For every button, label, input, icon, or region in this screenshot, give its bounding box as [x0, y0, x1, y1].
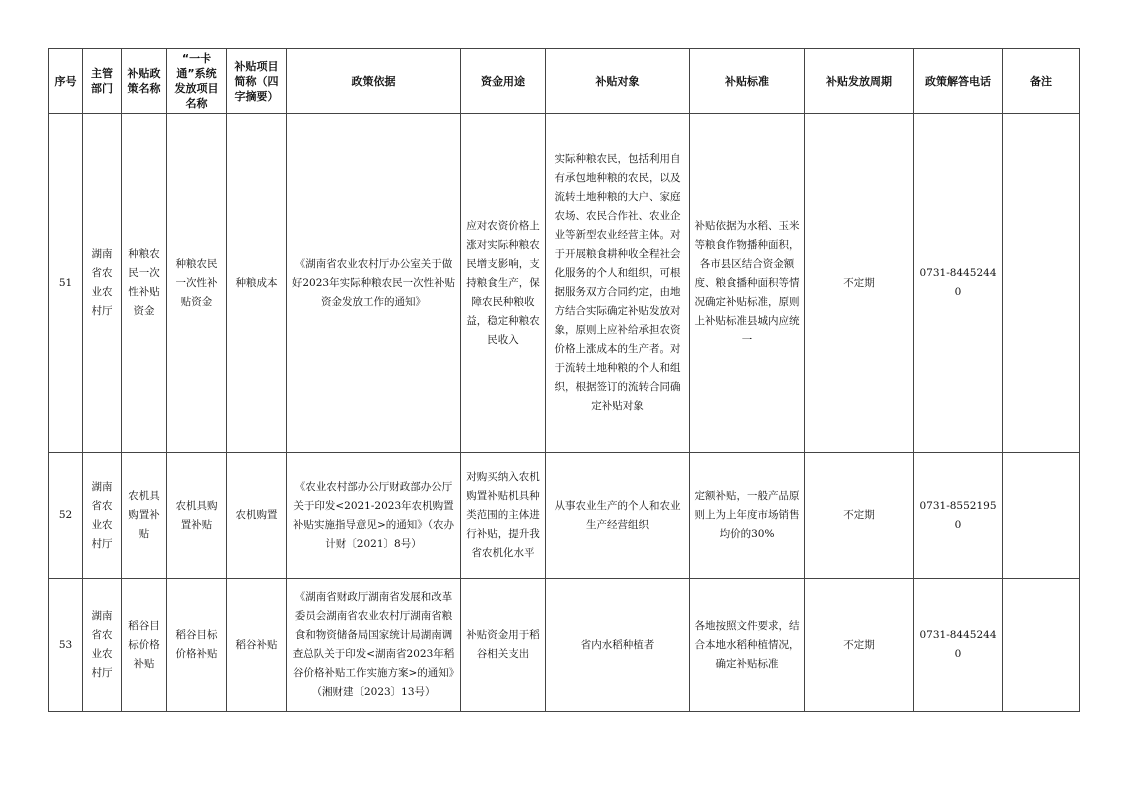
cell-cycle: 不定期: [805, 114, 914, 453]
cell-no: 52: [49, 453, 83, 579]
cell-system-name: 稻谷目标价格补贴: [167, 579, 227, 712]
cell-cycle: 不定期: [805, 453, 914, 579]
header-note: 备注: [1003, 49, 1080, 114]
cell-fund-use: 对购买纳入农机购置补贴机具种类范围的主体进行补贴，提升我省农机化水平: [461, 453, 546, 579]
cell-phone: 0731-84452440: [914, 579, 1003, 712]
header-fund-use: 资金用途: [461, 49, 546, 114]
cell-phone: 0731-85521950: [914, 453, 1003, 579]
cell-short-name: 种粮成本: [227, 114, 287, 453]
cell-policy-name: 稻谷目标价格补贴: [122, 579, 167, 712]
cell-system-name: 种粮农民一次性补贴资金: [167, 114, 227, 453]
header-basis: 政策依据: [287, 49, 461, 114]
header-target: 补贴对象: [546, 49, 690, 114]
cell-phone: 0731-84452440: [914, 114, 1003, 453]
table-row: [49, 453, 1080, 579]
header-system-name: “一卡通”系统发放项目名称: [167, 49, 227, 114]
policy-table: [48, 48, 1080, 712]
cell-dept: 湖南省农业农村厅: [83, 579, 122, 712]
cell-cycle: 不定期: [805, 579, 914, 712]
cell-fund-use: 应对农资价格上涨对实际种粮农民增支影响，支持粮食生产，保障农民种粮收益，稳定种粮农民收入: [461, 114, 546, 453]
header-standard: 补贴标准: [690, 49, 805, 114]
header-phone: 政策解答电话: [914, 49, 1003, 114]
cell-system-name: 农机具购置补贴: [167, 453, 227, 579]
cell-fund-use: 补贴资金用于稻谷相关支出: [461, 579, 546, 712]
cell-standard: 定额补贴，一般产品原则上为上年度市场销售均价的30%: [690, 453, 805, 579]
cell-basis: 《农业农村部办公厅财政部办公厅关于印发<2021-2023年农机购置补贴实施指导意见>的通知》（农办计财〔2021〕8号）: [287, 453, 461, 579]
cell-policy-name: 农机具购置补贴: [122, 453, 167, 579]
cell-short-name: 农机购置: [227, 453, 287, 579]
cell-note: [1003, 114, 1080, 453]
cell-no: 51: [49, 114, 83, 453]
header-no: 序号: [49, 49, 83, 114]
header-policy-name: 补贴政策名称: [122, 49, 167, 114]
cell-no: 53: [49, 579, 83, 712]
cell-basis: 《湖南省农业农村厅办公室关于做好2023年实际种粮农民一次性补贴资金发放工作的通知》: [287, 114, 461, 453]
cell-standard: 补贴依据为水稻、玉米等粮食作物播种面积，各市县区结合资金额度、粮食播种面积等情况确定补贴标准，原则上补贴标准县城内应统一: [690, 114, 805, 453]
cell-policy-name: 种粮农民一次性补贴资金: [122, 114, 167, 453]
cell-dept: 湖南省农业农村厅: [83, 453, 122, 579]
cell-short-name: 稻谷补贴: [227, 579, 287, 712]
table-row: [49, 114, 1080, 453]
cell-standard: 各地按照文件要求，结合本地水稻种植情况，确定补贴标准: [690, 579, 805, 712]
table-header-row: [49, 49, 1080, 114]
cell-basis: 《湖南省财政厅湖南省发展和改革委员会湖南省农业农村厅湖南省粮食和物资储备局国家统计局湖南调查总队关于印发<湖南省2023年稻谷价格补贴工作实施方案>的通知》（湘财建〔2023〕13号）: [287, 579, 461, 712]
cell-target: 省内水稻种植者: [546, 579, 690, 712]
header-cycle: 补贴发放周期: [805, 49, 914, 114]
header-dept: 主管部门: [83, 49, 122, 114]
cell-note: [1003, 453, 1080, 579]
cell-target: 从事农业生产的个人和农业生产经营组织: [546, 453, 690, 579]
cell-target: 实际种粮农民，包括利用自有承包地种粮的农民，以及流转土地种粮的大户、家庭农场、农民合作社、农业企业等新型农业经营主体。对于开展粮食耕种收全程社会化服务的个人和组织，可根据服务双方合同约定，由地方结合实际确定补贴发放对象，原则上应补给承担农资价格上涨成本的生产者。对于流转土地种粮的个人和组织，根据签订的流转合同确定补贴对象: [546, 114, 690, 453]
header-short-name: 补贴项目简称（四字摘要）: [227, 49, 287, 114]
table-row: [49, 579, 1080, 712]
cell-dept: 湖南省农业农村厅: [83, 114, 122, 453]
cell-note: [1003, 579, 1080, 712]
